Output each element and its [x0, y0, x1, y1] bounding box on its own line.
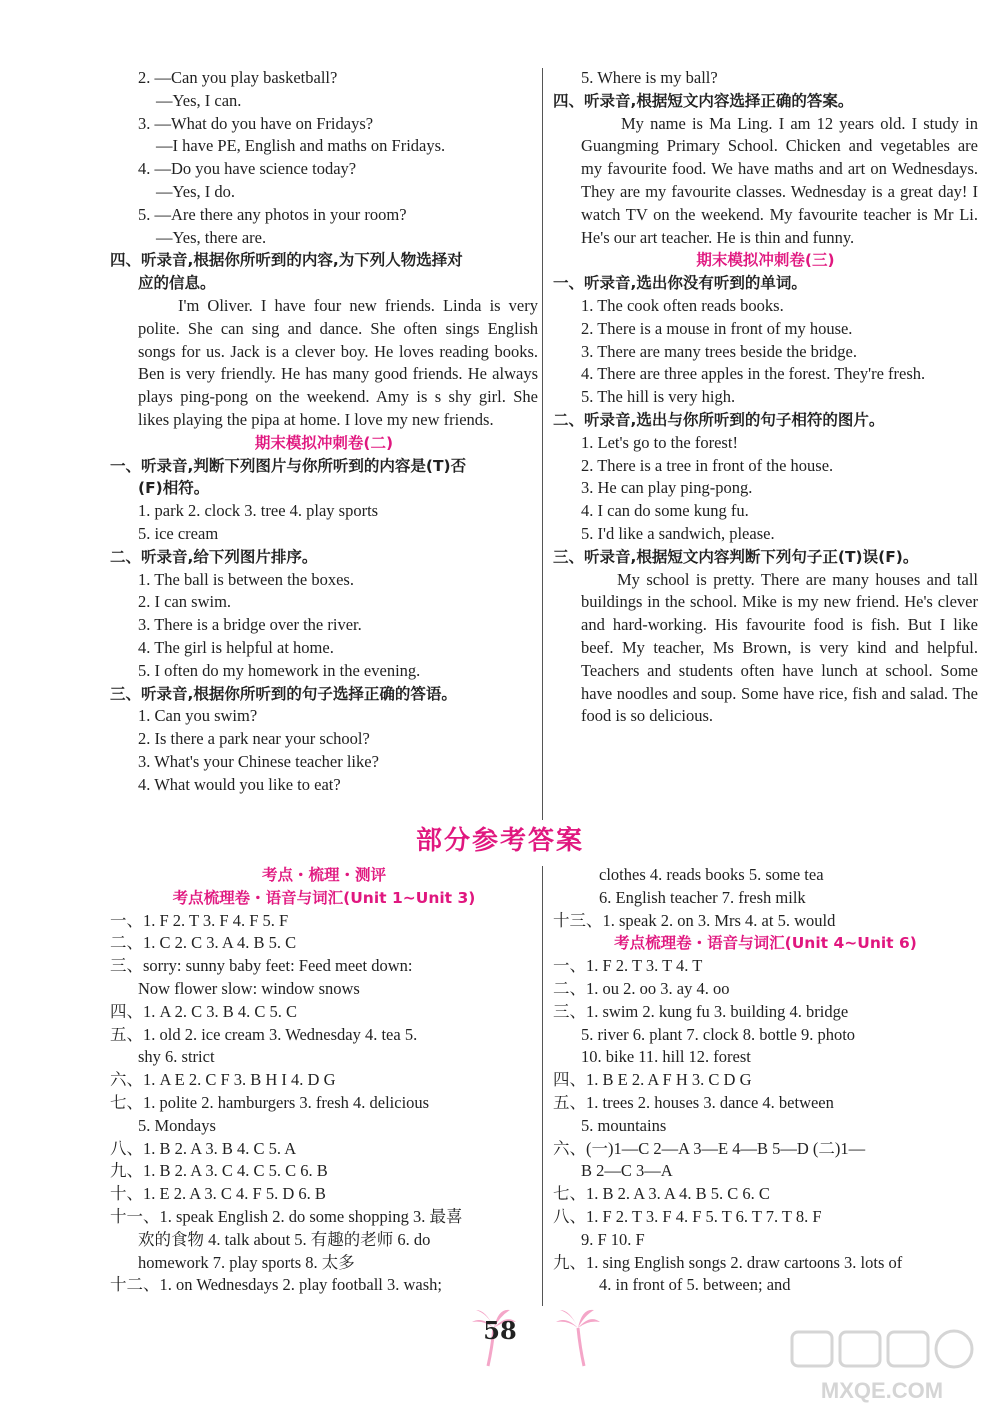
text-line: 九、1. sing English songs 2. draw cartoons 3. lots of [553, 1252, 903, 1272]
text-line: 1. Can you swim? [138, 706, 258, 726]
paper-heading: 期末模拟冲刺卷(三) [696, 251, 835, 270]
section-heading: 三、听录音,根据短文内容判断下列句子正(T)误(F)。 [553, 547, 919, 566]
text-line: 八、1. F 2. T 3. F 4. F 5. T 6. T 7. T 8. F [553, 1206, 822, 1226]
text-line: 1. The cook often reads books. [581, 295, 784, 315]
text-line: 2. There is a tree in front of the house. [581, 455, 834, 475]
watermark-logo [782, 1328, 982, 1408]
text-line: 六、1. A E 2. C F 3. B H I 4. D G [110, 1070, 336, 1090]
text-line: 十二、1. on Wednesdays 2. play football 3. wash; [110, 1275, 442, 1295]
text-line: 3. He can play ping-pong. [581, 478, 753, 498]
text-line: 三、1. swim 2. kung fu 3. building 4. bridge [553, 1001, 849, 1021]
text-line: 一、1. F 2. T 3. F 4. F 5. F [110, 910, 289, 930]
column-divider [542, 68, 543, 820]
column-divider [542, 866, 543, 1306]
text-line: 七、1. polite 2. hamburgers 3. fresh 4. delicious [110, 1092, 430, 1112]
text-line: Now flower slow: window snows [138, 978, 360, 998]
text-line: 3. —What do you have on Fridays? [138, 113, 374, 133]
text-line: homework 7. play sports 8. 太多 [138, 1252, 355, 1272]
text-line: 5. I often do my homework in the evening. [138, 660, 421, 680]
text-line: 十、1. E 2. A 3. C 4. F 5. D 6. B [110, 1184, 326, 1204]
text-line: I'm Oliver. I have four new friends. Linda is very polite. She can sing and dance. She often sings English songs for us. Jack is a clever boy. He loves reading books. Ben is very friendly. He has many good friends. He always plays ping-pong on the weekend. Amy is s shy girl. She likes playing the pipa at home. I love my new friends. [138, 295, 538, 429]
text-line: 二、1. ou 2. oo 3. ay 4. oo [553, 978, 730, 998]
text-line: 九、1. B 2. A 3. C 4. C 5. C 6. B [110, 1161, 328, 1181]
text-line: 4. in front of 5. between; and [599, 1275, 791, 1295]
text-line: 5. —Are there any photos in your room? [138, 204, 407, 224]
section-heading: (F)相符。 [138, 479, 210, 498]
text-line: —Yes, I do. [156, 181, 236, 201]
text-line: 5. Mondays [138, 1115, 216, 1135]
text-line: 八、1. B 2. A 3. B 4. C 5. A [110, 1138, 297, 1158]
paper-heading: 考点・梳理・测评 [261, 866, 386, 884]
section-heading: 四、听录音,根据你所听到的内容,为下列人物选择对 [110, 251, 463, 270]
text-line: 4. The girl is helpful at home. [138, 637, 334, 657]
text-line: 十三、1. speak 2. on 3. Mrs 4. at 5. would [553, 910, 836, 930]
text-line: My name is Ma Ling. I am 12 years old. I study in Guangming Primary School. Chicken and vegetables are my favourite food. We have maths and art on Wednesdays. They are my favourite classes. Wednesday is a great day! I watch TV on the weekend. My favourite teacher is Mr Li. He's our art teacher. He is thin and funny. [581, 113, 978, 247]
paper-heading: 考点梳理卷・语音与词汇(Unit 1~Unit 3) [172, 888, 476, 907]
text-line: B 2—C 3—A [581, 1161, 673, 1181]
text-line: 五、1. old 2. ice cream 3. Wednesday 4. tea 5. [110, 1024, 418, 1044]
section-heading: 三、听录音,根据你所听到的句子选择正确的答语。 [110, 684, 457, 703]
top-left-column [110, 67, 538, 797]
text-line: 5. mountains [581, 1115, 667, 1135]
section-heading: 一、听录音,判断下列图片与你所听到的内容是(T)否 [110, 456, 467, 475]
text-line: 6. English teacher 7. fresh milk [599, 887, 806, 907]
text-line: 一、1. F 2. T 3. T 4. T [553, 956, 703, 976]
text-line: 5. I'd like a sandwich, please. [581, 523, 775, 543]
section-heading: 二、听录音,选出与你所听到的句子相符的图片。 [553, 410, 885, 429]
answers-title: 部分参考答案 [415, 826, 584, 856]
text-line: My school is pretty. There are many houses and tall buildings in the school. Mike is my new friend. He's clever and hard-working. His favourite food is fish. But I like beef. My teacher, Ms Brown, is very kind and helpful. Teachers and students often have lunch at school. Some have noodles and soup. Some have rice, fish and salad. The food is so delicious. [581, 569, 978, 726]
text-line: 5. The hill is very high. [581, 387, 736, 407]
text-line: 4. There are three apples in the forest. They're fresh. [581, 364, 926, 384]
text-line: 六、(一)1—C 2—A 3—E 4—B 5—D (二)1— [553, 1138, 866, 1158]
top-right-column [553, 67, 978, 728]
text-line: 2. Is there a park near your school? [138, 729, 370, 749]
text-line: 5. Where is my ball? [581, 68, 718, 87]
answers-left-column [110, 864, 538, 1297]
text-line: 5. ice cream [138, 523, 219, 543]
text-line: 2. There is a mouse in front of my house. [581, 318, 853, 338]
text-line: 3. What's your Chinese teacher like? [138, 751, 379, 771]
text-line: 七、1. B 2. A 3. A 4. B 5. C 6. C [553, 1184, 770, 1204]
text-line: 四、1. B E 2. A F H 3. C D G [553, 1070, 752, 1090]
section-heading: 四、听录音,根据短文内容选择正确的答案。 [553, 91, 854, 110]
text-line: shy 6. strict [138, 1047, 215, 1067]
text-line: 1. The ball is between the boxes. [138, 569, 354, 589]
section-heading: 应的信息。 [138, 274, 216, 293]
page-number: 58 [483, 1316, 517, 1345]
text-line: 欢的食物 4. talk about 5. 有趣的老师 6. do [138, 1229, 431, 1249]
text-line: 3. There are many trees beside the bridge. [581, 341, 857, 361]
text-line: —Yes, there are. [156, 227, 267, 247]
paper-heading: 期末模拟冲刺卷(二) [254, 433, 394, 452]
text-line: —I have PE, English and maths on Fridays. [156, 136, 446, 156]
paper-heading: 考点梳理卷・语音与词汇(Unit 4~Unit 6) [614, 934, 917, 953]
text-line: 4. I can do some kung fu. [581, 501, 749, 521]
answers-right-column [553, 864, 978, 1297]
text-line: clothes 4. reads books 5. some tea [599, 865, 824, 884]
section-heading: 二、听录音,给下列图片排序。 [110, 547, 318, 566]
watermark-text: MXQE.COM [820, 1378, 944, 1403]
text-line: 1. Let's go to the forest! [581, 432, 738, 452]
text-line: 2. —Can you play basketball? [138, 68, 338, 87]
text-line: 10. bike 11. hill 12. forest [581, 1047, 751, 1067]
text-line: 四、1. A 2. C 3. B 4. C 5. C [110, 1001, 298, 1021]
text-line: 4. —Do you have science today? [138, 159, 357, 179]
text-line: —Yes, I can. [156, 90, 242, 110]
text-line: 2. I can swim. [138, 592, 232, 612]
text-line: 1. park 2. clock 3. tree 4. play sports [138, 501, 379, 521]
text-line: 五、1. trees 2. houses 3. dance 4. between [553, 1092, 834, 1112]
text-line: 5. river 6. plant 7. clock 8. bottle 9. photo [581, 1024, 856, 1044]
text-line: 3. There is a bridge over the river. [138, 615, 362, 635]
text-line: 二、1. C 2. C 3. A 4. B 5. C [110, 933, 297, 953]
section-heading: 一、听录音,选出你没有听到的单词。 [553, 274, 807, 293]
text-line: 9. F 10. F [581, 1229, 645, 1249]
text-line: 4. What would you like to eat? [138, 774, 341, 794]
text-line: 十一、1. speak English 2. do some shopping 3. 最喜 [110, 1206, 463, 1226]
text-line: 三、sorry: sunny baby feet: Feed meet down: [110, 956, 413, 976]
